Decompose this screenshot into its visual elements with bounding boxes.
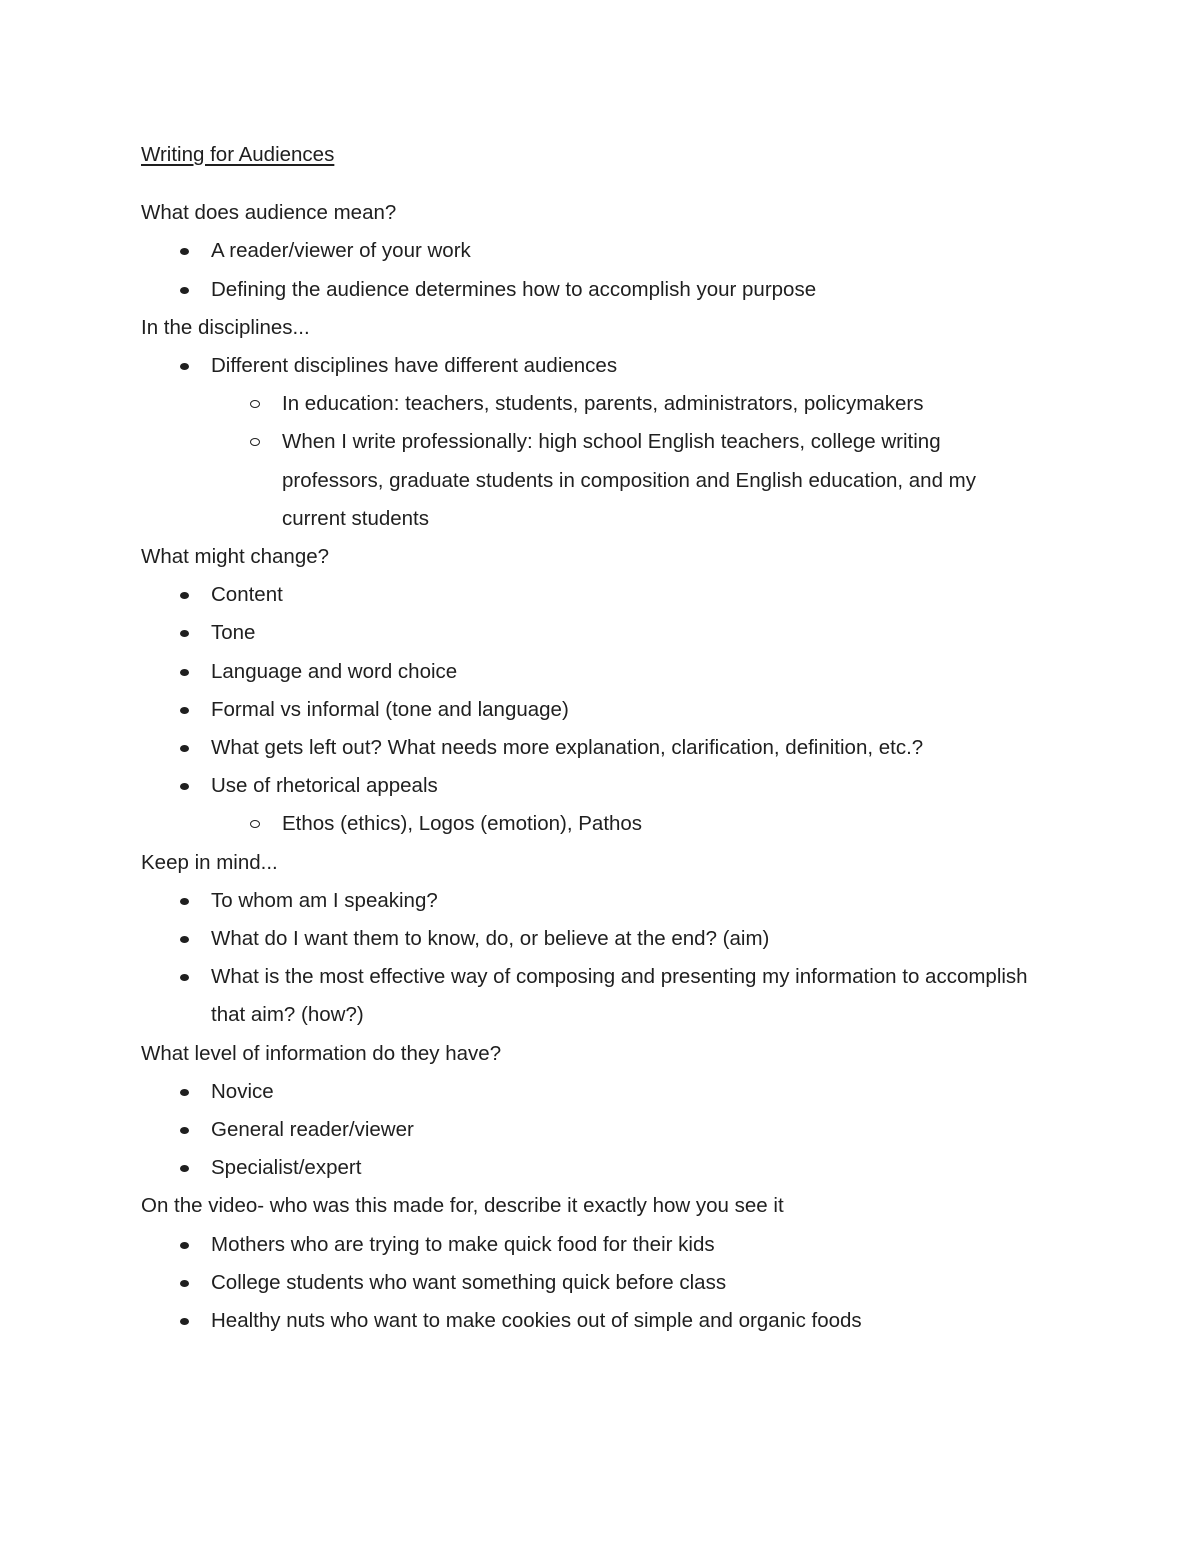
- bullet-list: [141, 1226, 1041, 1341]
- list-item: [141, 614, 1041, 652]
- list-item-text: Language and word choice: [211, 659, 458, 683]
- list-item-text: What do I want them to know, do, or believe at the end? (aim): [211, 927, 770, 951]
- filled-bullet-icon: [180, 783, 189, 790]
- list-item-text: Defining the audience determines how to accomplish your purpose: [211, 277, 817, 301]
- bullet-list: [141, 347, 1041, 538]
- list-item: [141, 1073, 1041, 1111]
- list-item-text: A reader/viewer of your work: [211, 239, 471, 263]
- list-item-text: Healthy nuts who want to make cookies out of simple and organic foods: [211, 1309, 862, 1333]
- sub-list-item-text: Ethos (ethics), Logos (emotion), Pathos: [282, 812, 643, 836]
- list-item: [141, 1149, 1041, 1187]
- filled-bullet-icon: [180, 707, 189, 714]
- list-item-text: College students who want something quick before class: [211, 1270, 727, 1294]
- bullet-list: [141, 882, 1041, 1035]
- list-item: [141, 1264, 1041, 1302]
- filled-bullet-icon: [180, 1280, 189, 1287]
- list-item: [141, 1226, 1041, 1264]
- list-item: [141, 576, 1041, 614]
- filled-bullet-icon: [180, 363, 189, 370]
- section-heading: What does audience mean?: [141, 201, 397, 225]
- section-heading: What might change?: [141, 545, 330, 569]
- hollow-bullet-icon: [250, 820, 260, 828]
- hollow-bullet-icon: [250, 400, 260, 408]
- bullet-list: [141, 1073, 1041, 1188]
- filled-bullet-icon: [180, 1318, 189, 1325]
- list-item-text: What gets left out? What needs more explanation, clarification, definition, etc.?: [211, 736, 924, 760]
- list-item: [141, 920, 1041, 958]
- sub-list-item: [141, 385, 1041, 423]
- list-item-text: Different disciplines have different audiences: [211, 354, 618, 378]
- list-item: [141, 691, 1041, 729]
- list-item: [141, 232, 1041, 270]
- list-item: [141, 653, 1041, 691]
- list-item: [141, 767, 1041, 805]
- list-item: [141, 1302, 1041, 1340]
- list-item: [141, 729, 1041, 767]
- list-item-text: Mothers who are trying to make quick food for their kids: [211, 1232, 715, 1256]
- filled-bullet-icon: [180, 1089, 189, 1096]
- document-body: [141, 194, 1041, 1340]
- list-item: [141, 347, 1041, 385]
- section-heading: Keep in mind...: [141, 850, 278, 874]
- bullet-list: [141, 232, 1041, 308]
- list-item: [141, 1111, 1041, 1149]
- list-item-text: To whom am I speaking?: [211, 888, 438, 912]
- bullet-list: [141, 576, 1041, 843]
- filled-bullet-icon: [180, 669, 189, 676]
- list-item: [141, 882, 1041, 920]
- list-item: [141, 271, 1041, 309]
- filled-bullet-icon: [180, 1242, 189, 1249]
- list-item-text: Novice: [211, 1079, 274, 1103]
- filled-bullet-icon: [180, 1165, 189, 1172]
- sub-list-item: [141, 423, 1041, 538]
- filled-bullet-icon: [180, 248, 189, 255]
- filled-bullet-icon: [180, 287, 189, 294]
- filled-bullet-icon: [180, 898, 189, 905]
- section-heading: What level of information do they have?: [141, 1041, 502, 1065]
- filled-bullet-icon: [180, 936, 189, 943]
- hollow-bullet-icon: [250, 438, 260, 446]
- filled-bullet-icon: [180, 630, 189, 637]
- list-item-text: General reader/viewer: [211, 1118, 414, 1142]
- list-item: [141, 958, 1041, 1034]
- document-title: Writing for Audiences: [141, 143, 335, 166]
- list-item-text: Formal vs informal (tone and language): [211, 697, 569, 721]
- list-item-text: Content: [211, 583, 283, 607]
- list-item-text: What is the most effective way of composing and presenting my information to accomplish that aim? (how?): [211, 965, 1028, 1027]
- document-page: [141, 136, 1041, 1340]
- section-heading: In the disciplines...: [141, 315, 310, 339]
- filled-bullet-icon: [180, 974, 189, 981]
- sub-list-item: [141, 805, 1041, 843]
- filled-bullet-icon: [180, 592, 189, 599]
- list-item-text: Tone: [211, 621, 256, 645]
- sub-list-item-text: When I write professionally: high school English teachers, college writing professors, graduate students in composition and English education, and my current students: [282, 430, 976, 530]
- filled-bullet-icon: [180, 745, 189, 752]
- list-item-text: Use of rhetorical appeals: [211, 774, 438, 798]
- filled-bullet-icon: [180, 1127, 189, 1134]
- section-heading: On the video- who was this made for, describe it exactly how you see it: [141, 1194, 784, 1218]
- sub-list-item-text: In education: teachers, students, parents, administrators, policymakers: [282, 392, 924, 416]
- list-item-text: Specialist/expert: [211, 1156, 362, 1180]
